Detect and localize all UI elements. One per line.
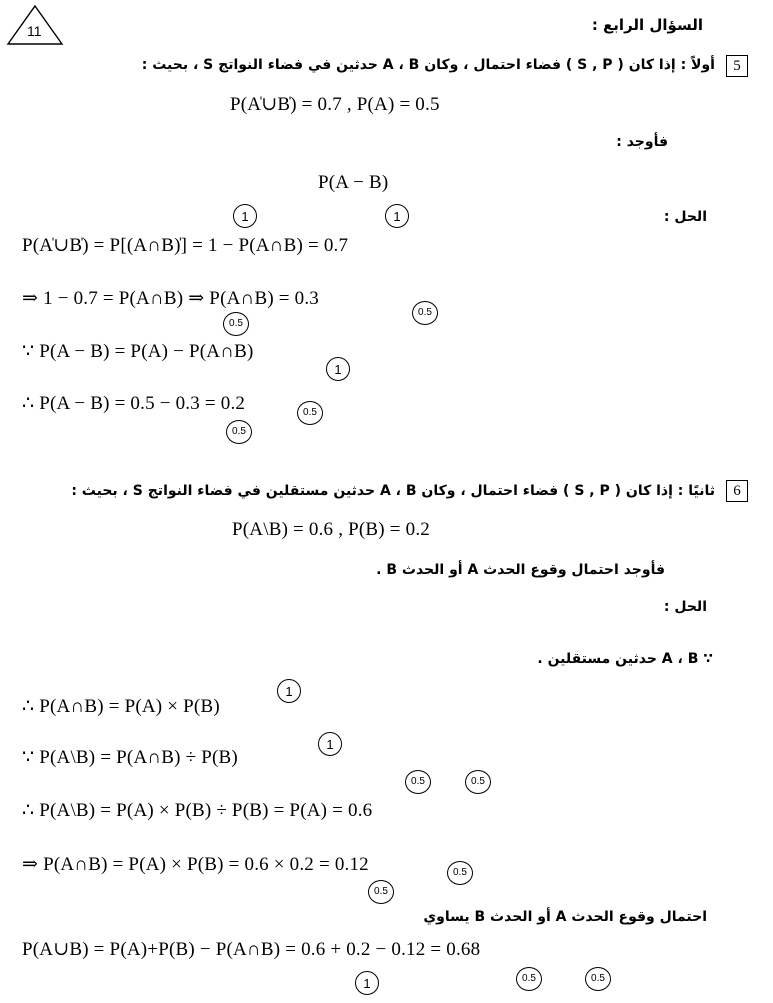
mark-circle: 1 [385, 204, 409, 228]
final-label: احتمال وقوع الحدث A أو الحدث B يساوي [423, 909, 707, 925]
solution-step: ∴ P(A\B) = P(A) × P(B) ÷ P(B) = P(A) = 0.6 [22, 800, 373, 821]
mark-circle: 0.5 [226, 420, 252, 444]
mark-circle: 0.5 [405, 770, 431, 794]
question-text: أولاً : إذا كان ( S , P ) فضاء احتمال ، وكان A ، B حدثين في فضاء النواتج S ، بحيث : [141, 57, 715, 73]
mark-circle: 0.5 [585, 967, 611, 991]
page-number: 11 [27, 23, 42, 39]
mark-circle: 0.5 [516, 967, 542, 991]
mark-circle: 1 [277, 679, 301, 703]
mark-circle: 1 [326, 357, 350, 381]
find-label: فأوجد : [616, 134, 668, 150]
mark-circle: 0.5 [297, 401, 323, 425]
solution-step: P(A̍∪B̍) = P[(A∩B)̍] = 1 − P(A∩B) = 0.7 [22, 235, 349, 256]
mark-circle: 0.5 [368, 880, 394, 904]
independence-statement: ∵ A ، B حدثين مستقلين . [537, 651, 713, 667]
question-number-box: 5 [726, 55, 748, 77]
mark-circle: 0.5 [412, 301, 438, 325]
section-header: السؤال الرابع : [591, 16, 703, 34]
solution-step: ∵ P(A\B) = P(A∩B) ÷ P(B) [22, 747, 238, 768]
mark-circle: 0.5 [465, 770, 491, 794]
mark-circle: 1 [233, 204, 257, 228]
mark-circle: 1 [318, 732, 342, 756]
solution-step: ⇒ P(A∩B) = P(A) × P(B) = 0.6 × 0.2 = 0.12 [22, 854, 369, 875]
final-equation: P(A∪B) = P(A)+P(B) − P(A∩B) = 0.6 + 0.2 − 0.12 = 0.68 [22, 939, 481, 960]
solution-step: ∴ P(A∩B) = P(A) × P(B) [22, 696, 220, 717]
given-equation: P(A\B) = 0.6 , P(B) = 0.2 [232, 519, 430, 540]
mark-circle: 1 [355, 971, 379, 995]
question-number-box: 6 [726, 480, 748, 502]
solution-step: ∵ P(A − B) = P(A) − P(A∩B) [22, 341, 254, 362]
given-equation: P(A̍∪B̍) = 0.7 , P(A) = 0.5 [230, 94, 440, 115]
solution-label: الحل : [663, 209, 707, 225]
mark-circle: 0.5 [447, 861, 473, 885]
solution-step: ⇒ 1 − 0.7 = P(A∩B) ⇒ P(A∩B) = 0.3 [22, 288, 320, 309]
solution-label: الحل : [663, 599, 707, 615]
question-text: ثانيًا : إذا كان ( S , P ) فضاء احتمال ، وكان A ، B حدثين مستقلين في فضاء النواتج S ، بحيث : [71, 483, 715, 499]
mark-circle: 0.5 [223, 312, 249, 336]
find-text: فأوجد احتمال وقوع الحدث A أو الحدث B . [376, 562, 665, 578]
find-expression: P(A − B) [318, 172, 389, 193]
solution-step: ∴ P(A − B) = 0.5 − 0.3 = 0.2 [22, 393, 246, 414]
